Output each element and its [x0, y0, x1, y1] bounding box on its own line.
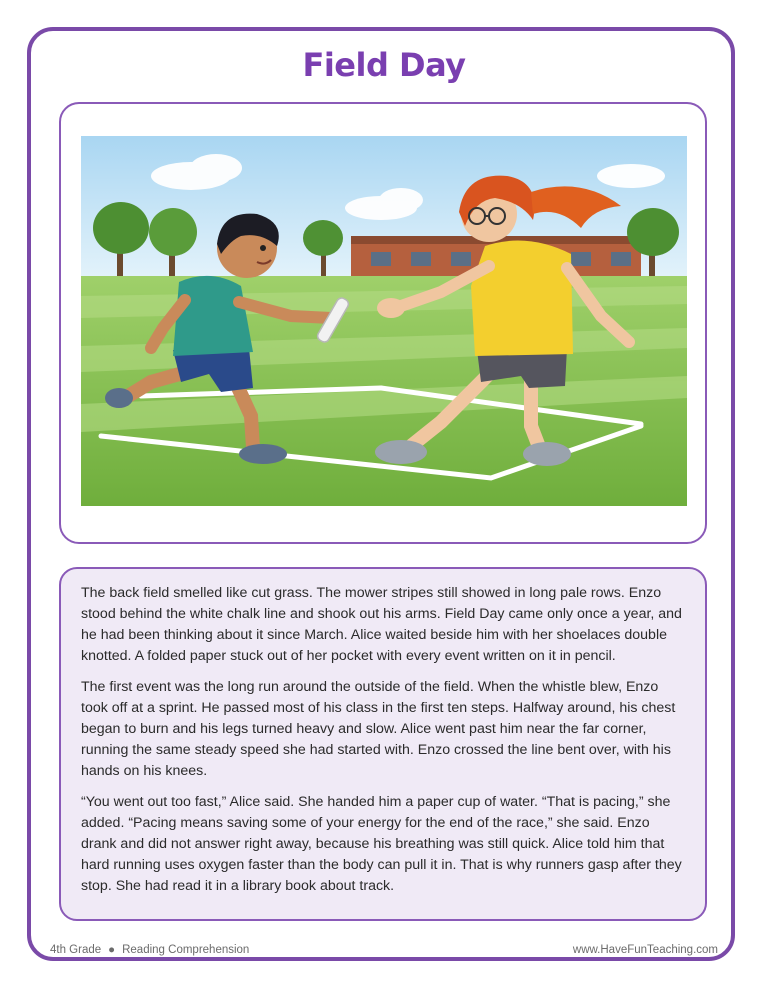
footer-grade-subject [50, 944, 249, 956]
footer-grade: 4th Grade [50, 944, 102, 956]
relay-illustration [81, 136, 687, 506]
passage-paragraph-2: The first event was the long run around the outside of the field. When the whistle blew, Enzo took off at a sprint. He passed most of his class in the first ten steps. Halfway around, his chest began to burn and his legs turned heavy and slow. Alice went past him near the far corner, running the same steady speed she had started with. Enzo crossed the line bent over, with his hands on his knees. [81, 679, 676, 779]
passage-paragraph-1: The back field smelled like cut grass. The mower stripes still showed in long pale rows. Enzo stood behind the white chalk line and shook out his arms. Field Day came only once a year, and he had been thinking about it since March. Alice waited beside him with her shoelaces double knotted. A folded paper stuck out of her pocket with every event written on it in pencil. [81, 585, 682, 664]
footer-website[interactable]: www.HaveFunTeaching.com [572, 944, 718, 956]
page-title: Field Day [302, 46, 466, 84]
bullet-separator-icon: ● [108, 944, 116, 956]
reading-passage [59, 567, 707, 921]
illustration-frame [59, 102, 707, 544]
footer-subject: Reading Comprehension [122, 944, 250, 956]
passage-paragraph-3: “You went out too fast,” Alice said. She handed him a paper cup of water. “That is pacing,” she added. “Pacing means saving some of your energy for the end of the race,” she said. Enzo drank and did not answer right away, because his breathing was still quick. Alice told him that hard running uses oxygen faster than the body can pull it in. That is why runners gasp after they stop. She had read it in a library book about track. [81, 794, 682, 894]
